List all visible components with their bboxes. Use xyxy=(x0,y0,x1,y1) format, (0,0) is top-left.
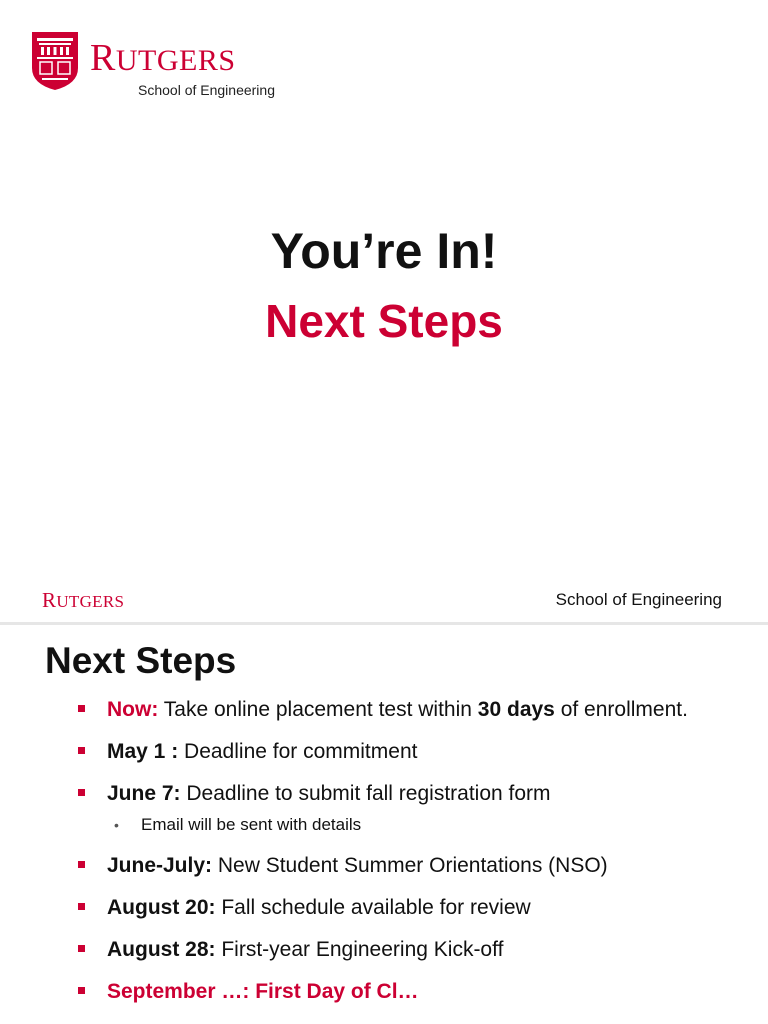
item-text: New Student Summer Orientations (NSO) xyxy=(212,854,608,877)
content-title: Next Steps xyxy=(45,640,237,681)
item-text: Deadline for commitment xyxy=(178,740,418,763)
wordmark-rest: UTGERS xyxy=(115,44,236,77)
item-text: Take online placement test within xyxy=(158,698,478,721)
steps-list xyxy=(78,694,718,1018)
bullet-square-icon xyxy=(78,945,85,952)
list-item xyxy=(78,778,718,809)
item-label: August 20: xyxy=(107,896,216,919)
slide-title: You’re In! xyxy=(270,223,498,279)
next-steps-slide xyxy=(0,560,768,1024)
bullet-square-icon xyxy=(78,861,85,868)
bullet-square-icon xyxy=(78,987,85,994)
list-item xyxy=(78,892,718,923)
wordmark-initial: R xyxy=(90,37,116,79)
item-label: August 28: xyxy=(107,938,216,961)
school-subtitle: School of Engineering xyxy=(138,82,275,98)
item-label: September …: First Day of Cl… xyxy=(107,980,419,1003)
item-text: First-year Engineering Kick-off xyxy=(215,938,504,961)
list-item xyxy=(78,736,718,767)
rutgers-shield-icon xyxy=(30,30,80,92)
header-logo-rest: UTGERS xyxy=(56,592,125,611)
item-label: June 7: xyxy=(107,782,181,805)
item-label: May 1 : xyxy=(107,740,179,763)
list-item xyxy=(78,850,718,881)
header-divider xyxy=(0,622,768,625)
header-logo-initial: R xyxy=(42,588,57,612)
rutgers-wordmark xyxy=(90,38,236,81)
header-rutgers-logo xyxy=(42,588,124,613)
bullet-square-icon xyxy=(78,903,85,910)
item-text-end: of enrollment. xyxy=(554,698,688,721)
item-text: Deadline to submit fall registration form xyxy=(180,782,551,805)
item-label: June-July: xyxy=(107,854,213,877)
list-item-cut-off xyxy=(78,976,718,1007)
slide-subtitle: Next Steps xyxy=(265,295,503,347)
sub-list-item xyxy=(78,813,718,837)
bullet-dot-icon: • xyxy=(114,817,119,833)
list-item xyxy=(78,694,718,725)
item-text: Fall schedule available for review xyxy=(215,896,531,919)
rutgers-logo xyxy=(30,30,280,102)
header-school: School of Engineering xyxy=(555,590,722,609)
list-item xyxy=(78,934,718,965)
bullet-square-icon xyxy=(78,747,85,754)
item-emphasis: 30 days xyxy=(477,698,555,721)
bullet-square-icon xyxy=(78,705,85,712)
sub-item-text: Email will be sent with details xyxy=(141,815,362,834)
item-label: Now: xyxy=(107,698,159,721)
bullet-square-icon xyxy=(78,789,85,796)
